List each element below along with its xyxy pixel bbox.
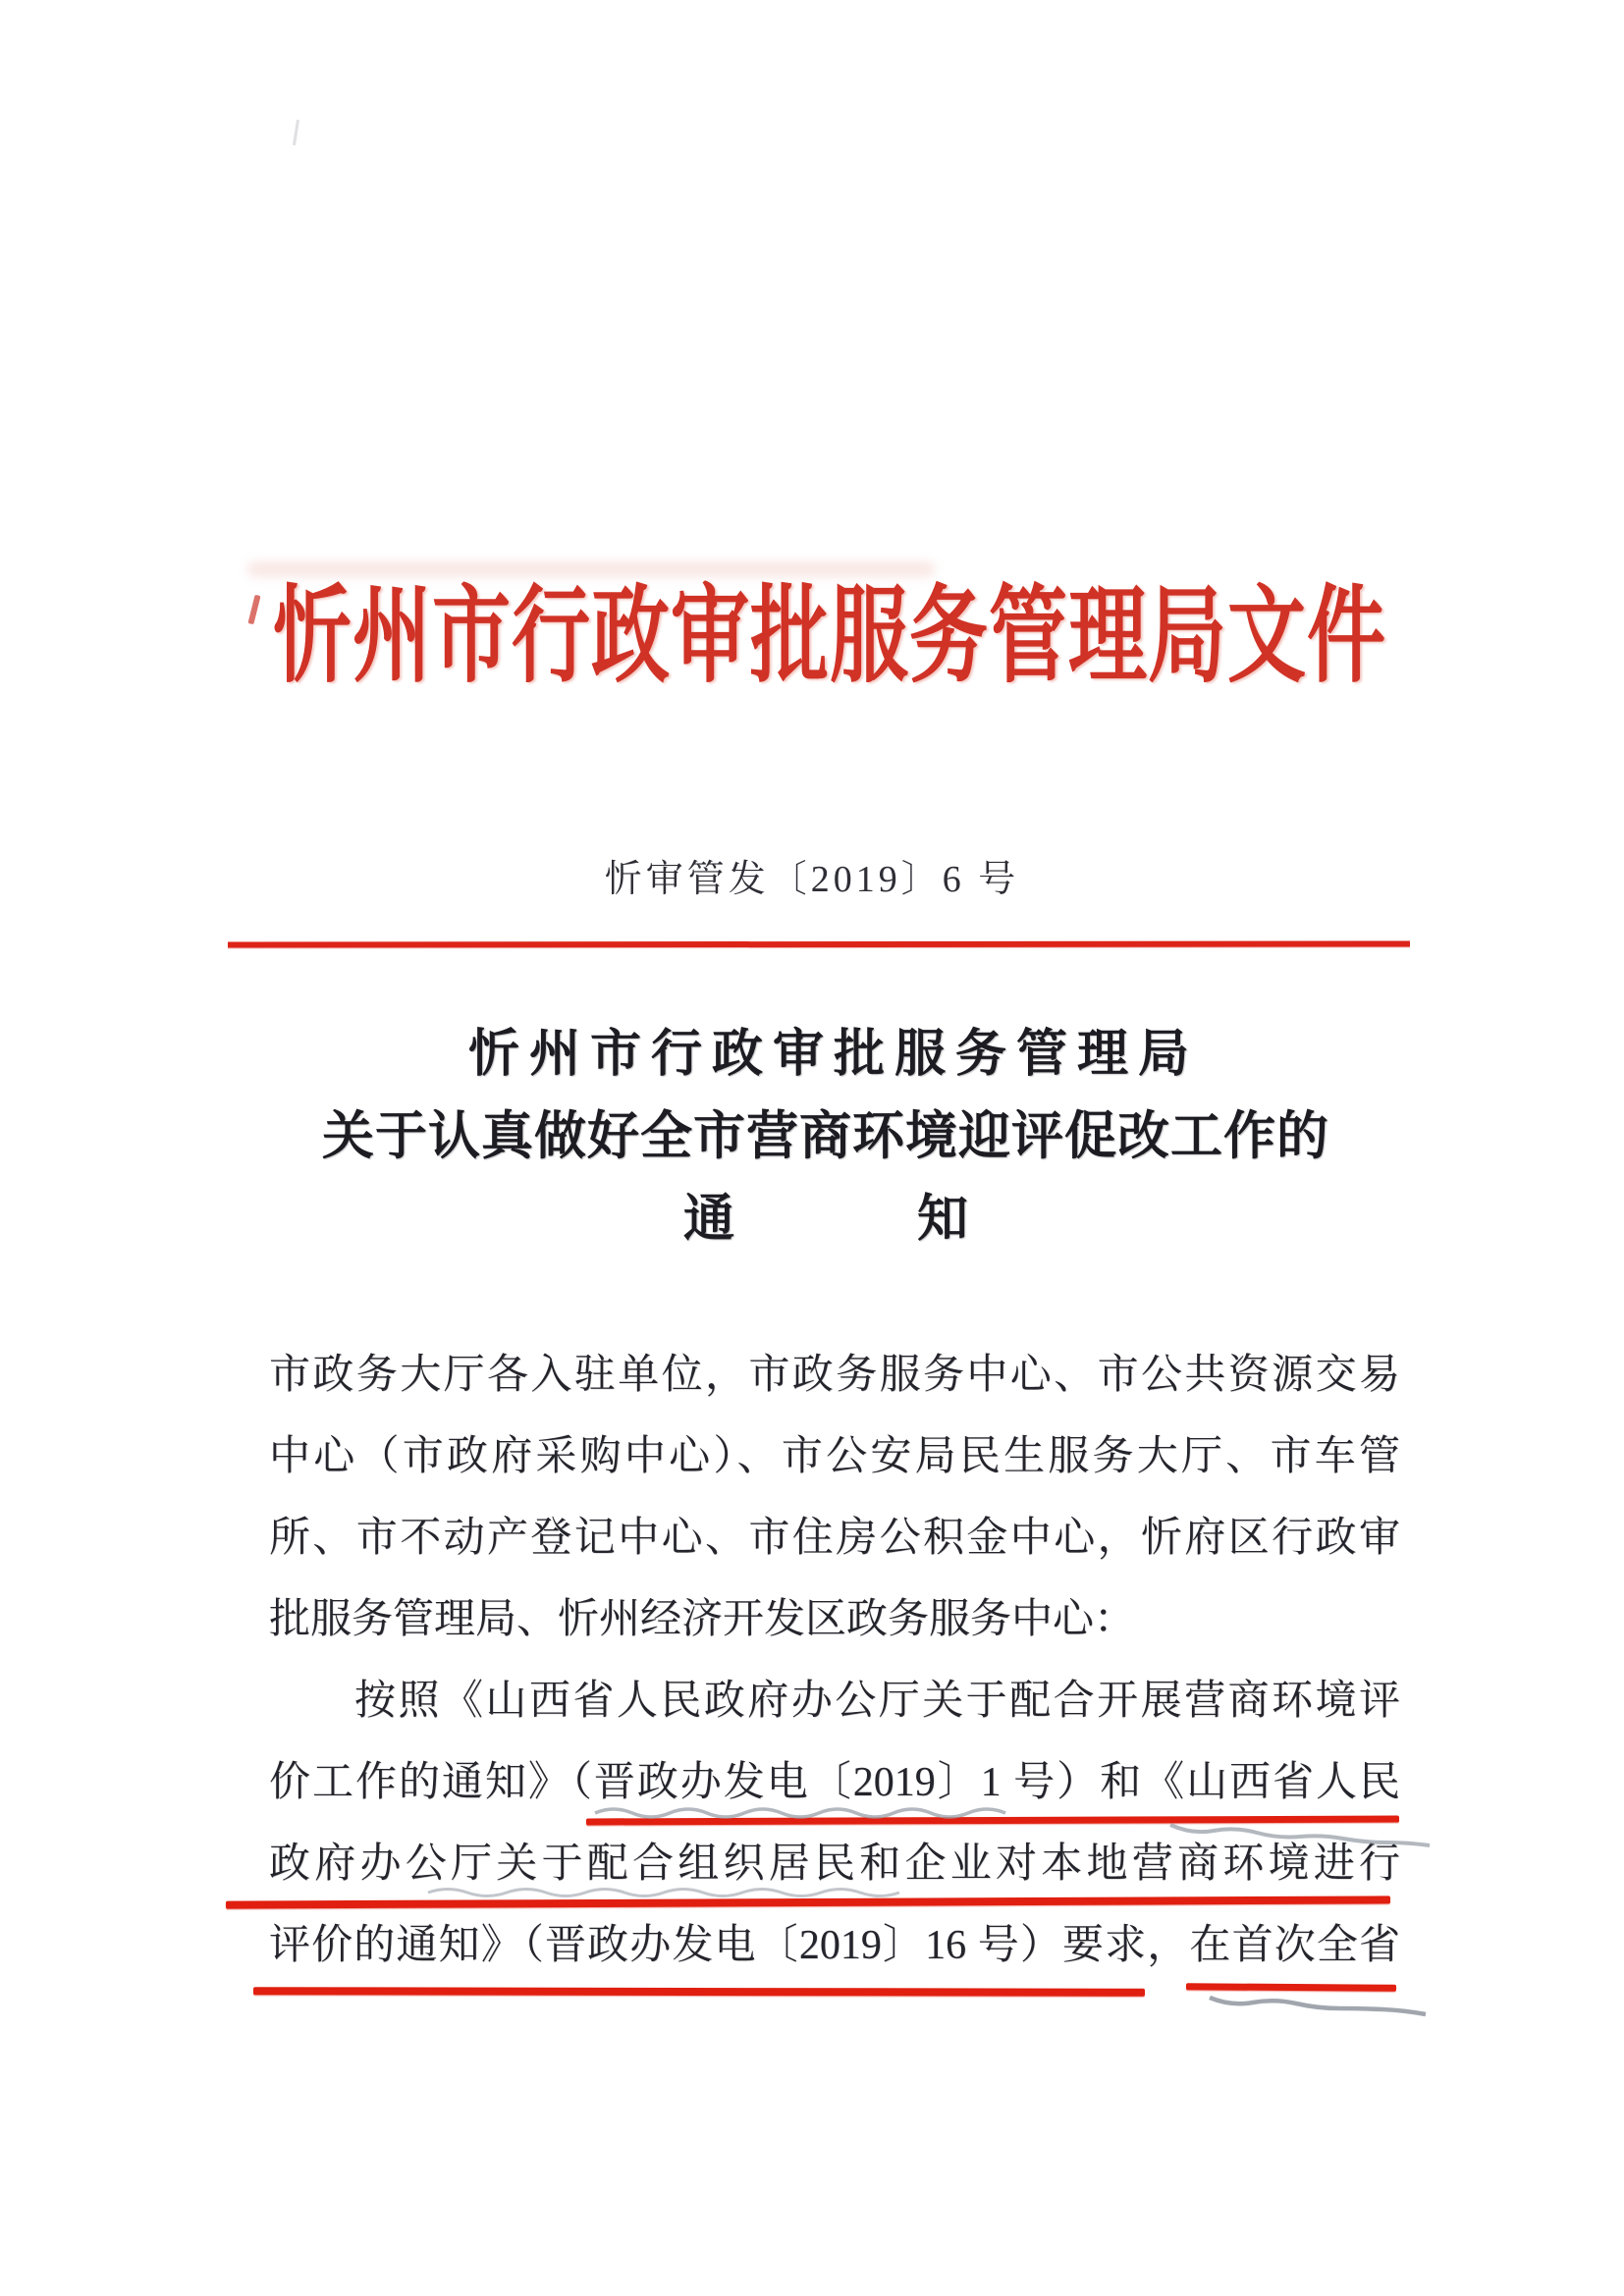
pencil-underline: [1210, 1998, 1426, 2014]
scan-artifact-red-smudge: [247, 561, 935, 577]
title-notice-char-right: 知: [917, 1192, 969, 1248]
red-underline-citation-4: [1186, 1983, 1396, 1991]
red-underline-citation-3: [253, 1987, 1145, 1997]
title-issuing-org: 忻州市行政审批服务管理局: [467, 1027, 1199, 1083]
title-subject: 关于认真做好全市营商环境迎评促改工作的: [322, 1108, 1329, 1165]
body-line: 所、市不动产登记中心、市住房公积金中心，忻府区行政审: [269, 1516, 1400, 1561]
body-line: 评价的通知》（晋政办发电〔2019〕16 号）要求，在首次全省: [269, 1923, 1400, 1968]
document-number: 忻审管发〔2019〕6 号: [604, 859, 1020, 900]
scan-artifact-pencil-tick: [293, 120, 299, 145]
document-title-block: [0, 1015, 1624, 1262]
letterhead-title: 忻州市行政审批服务管理局文件: [273, 579, 1386, 696]
title-notice-char-left: 通: [682, 1192, 734, 1248]
red-divider-line: [228, 940, 1410, 947]
body-line: 按照《山西省人民政府办公厅关于配合开展营商环境评: [354, 1679, 1400, 1724]
document-body: [269, 1335, 1400, 1987]
body-line: 政府办公厅关于配合组织居民和企业对本地营商环境进行: [269, 1842, 1400, 1887]
body-line: 价工作的通知》（晋政办发电〔2019〕1 号）和《山西省人民: [269, 1760, 1400, 1805]
body-line: 中心（市政府采购中心）、市公安局民生服务大厅、市车管: [269, 1434, 1400, 1479]
body-line: 市政务大厅各入驻单位，市政务服务中心、市公共资源交易: [269, 1353, 1400, 1398]
title-notice-word: [0, 1178, 1624, 1262]
body-line: 批服务管理局、忻州经济开发区政务服务中心：: [269, 1597, 1136, 1642]
